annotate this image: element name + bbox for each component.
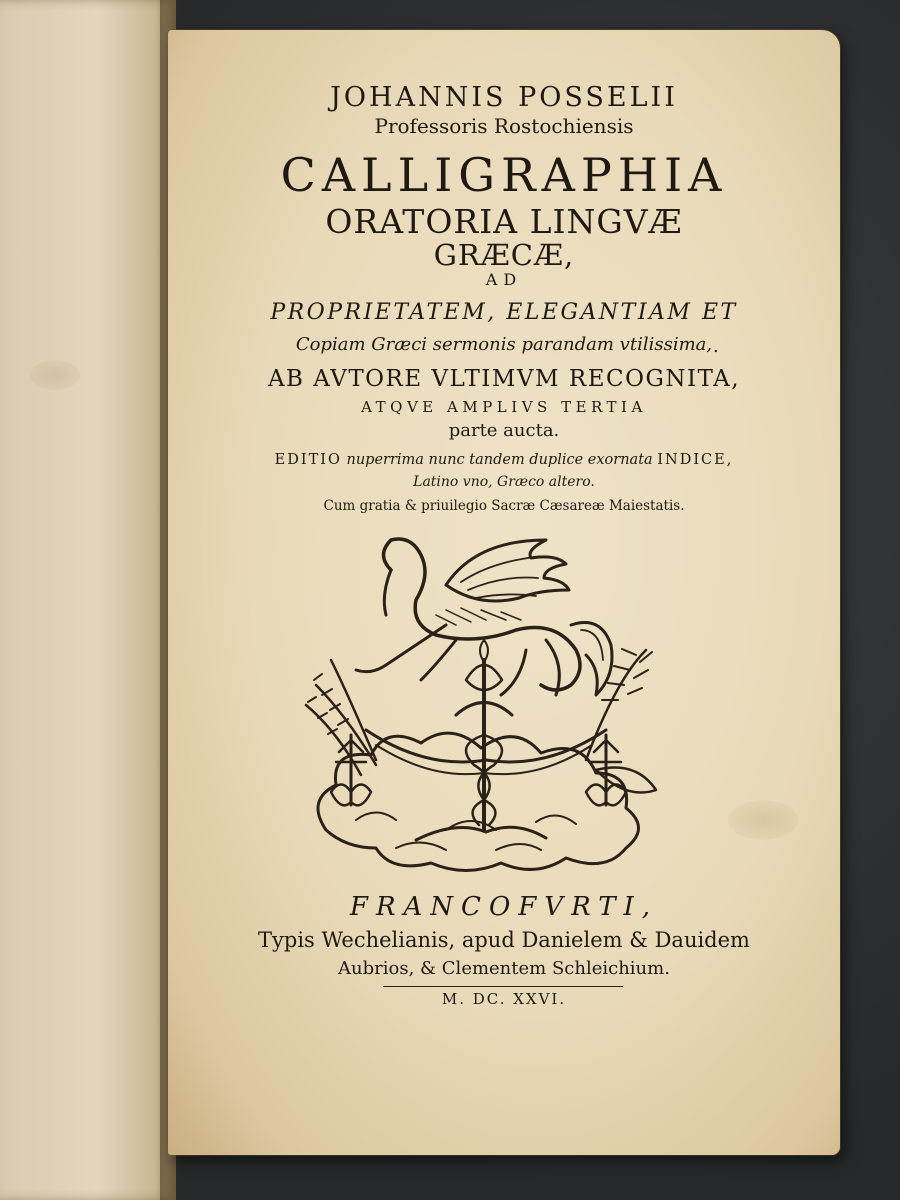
- ink-dot: .: [713, 336, 719, 357]
- author-title: Professoris Rostochiensis: [374, 114, 634, 138]
- latino-line: Latino vno, Græco altero.: [413, 474, 595, 490]
- book-subtitle-line-2: GRÆCÆ,: [433, 238, 575, 272]
- imprint-printer: Typis Wechelianis, apud Danielem & Dauidem: [258, 928, 750, 952]
- editio-word: EDITIO: [274, 452, 342, 468]
- book-subtitle-line-1: ORATORIA LINGVÆ: [325, 202, 683, 241]
- ad-line: AD: [485, 270, 523, 289]
- imprint-rule: [383, 986, 623, 987]
- atque-line: ATQVE AMPLIVS TERTIA: [361, 398, 647, 416]
- editio-line: [168, 452, 840, 468]
- left-facing-page: [0, 0, 176, 1200]
- indice-word: INDICE,: [657, 452, 734, 468]
- printers-device-pegasus-woodcut: [296, 530, 672, 880]
- proprietatem-line: PROPRIETATEM, ELEGANTIAM ET: [270, 300, 738, 325]
- paper-stain: [30, 360, 80, 390]
- imprint-year: M. DC. XXVI.: [441, 990, 567, 1008]
- editio-phrase: nuperrima nunc tandem duplice exornata: [341, 452, 658, 468]
- ab-autore-line: AB AVTORE VLTIMVM RECOGNITA,: [267, 366, 741, 392]
- book-main-title: CALLIGRAPHIA: [280, 148, 728, 202]
- imprint-printer-2: Aubrios, & Clementem Schleichium.: [338, 958, 670, 979]
- privilege-line: Cum gratia & priuilegio Sacræ Cæsareæ Maiestatis.: [323, 498, 685, 514]
- imprint-place: FRANCOFVRTI,: [349, 892, 659, 922]
- paper-stain: [728, 800, 798, 840]
- author-name: JOHANNIS POSSELII: [330, 82, 678, 113]
- title-page: [168, 30, 840, 1155]
- copiam-line: Copiam Græci sermonis parandam vtilissima,: [295, 334, 713, 355]
- parte-line: parte aucta.: [448, 420, 560, 441]
